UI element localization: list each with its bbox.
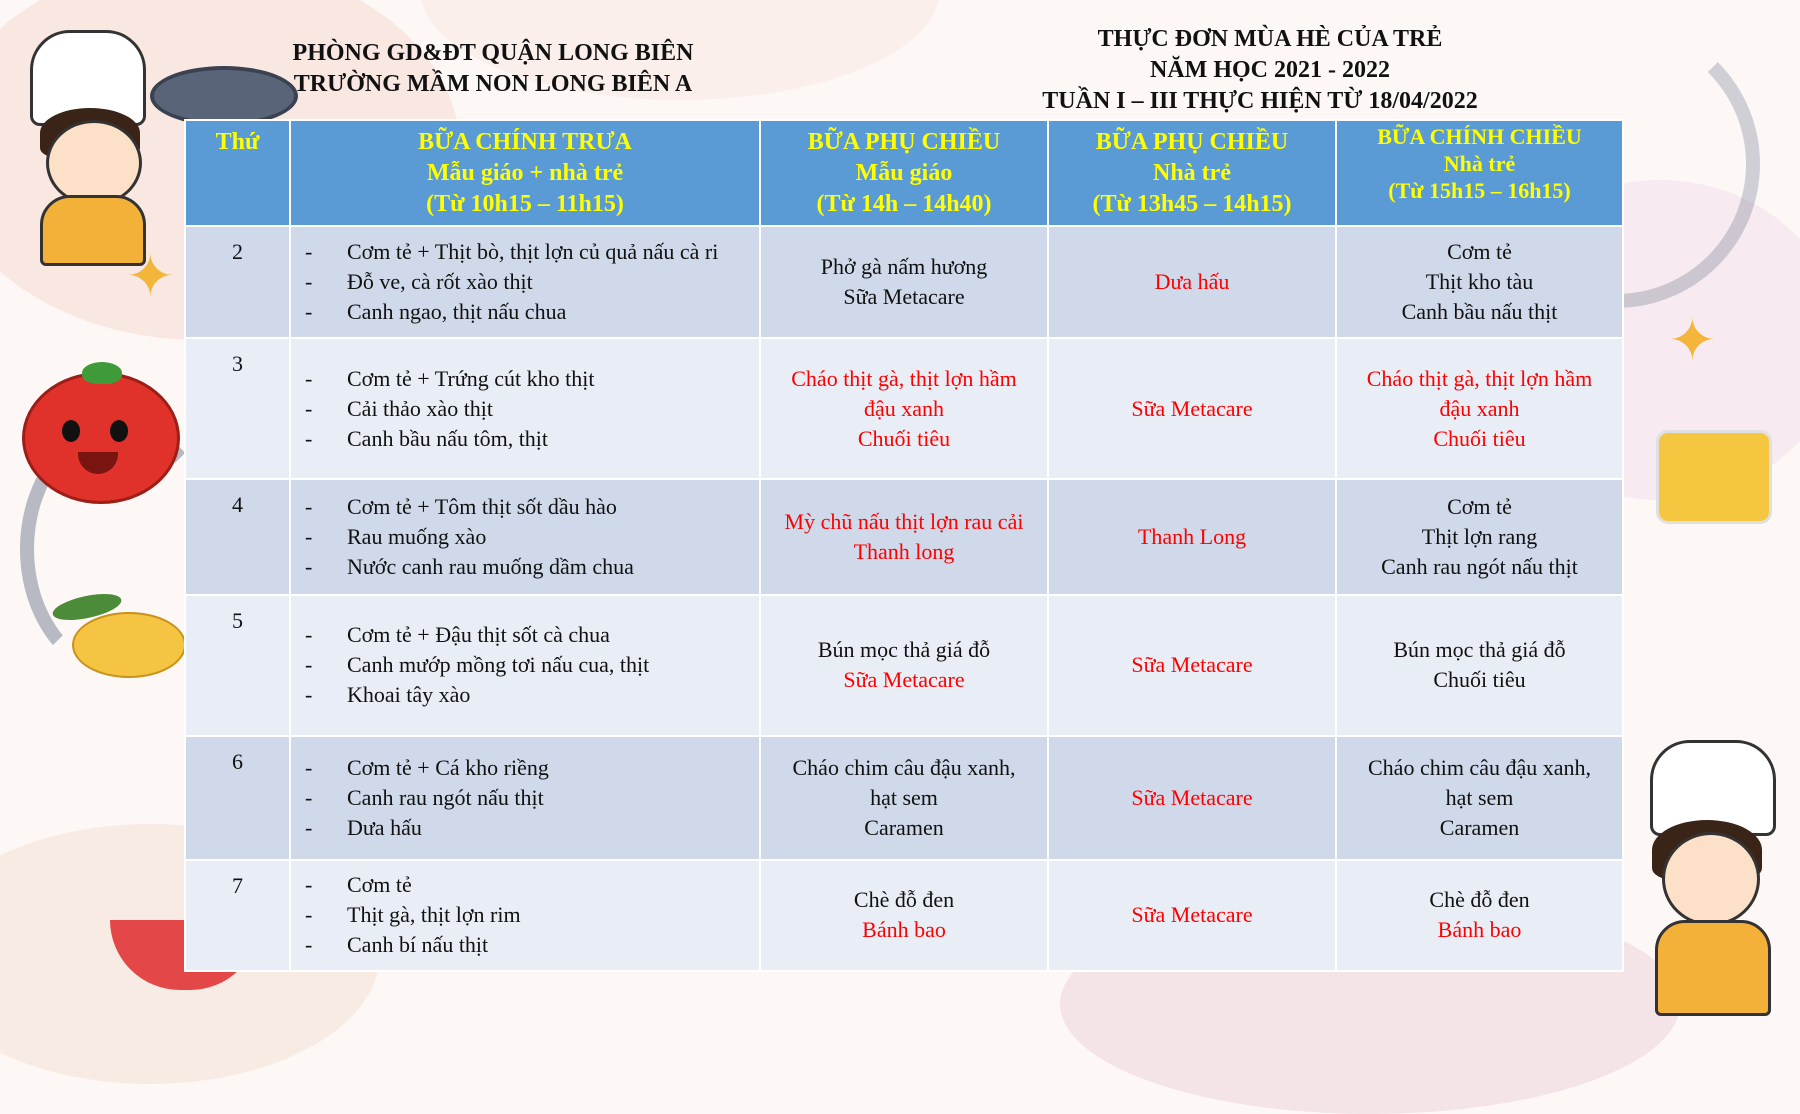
dish-text: Khoai tây xào: [347, 682, 471, 708]
bullet-dash: -: [305, 814, 313, 840]
table-row: [185, 226, 1623, 338]
column-header-dinner-nursery: [1336, 120, 1623, 226]
day-cell: 2: [185, 226, 290, 338]
snack-nursery-cell: [1048, 479, 1336, 594]
column-subtitle: Nhà trẻ: [1153, 160, 1231, 186]
menu-line: Sữa Metacare: [1131, 652, 1253, 678]
lunch-cell: [290, 736, 760, 860]
school-year: NĂM HỌC 2021 - 2022: [1150, 57, 1390, 83]
dish-text: Rau muống xào: [347, 523, 487, 549]
menu-line: Bún mọc thả giá đỗ: [1393, 637, 1566, 663]
dish-text: Canh rau ngót nấu thịt: [347, 784, 544, 810]
dish-text: Dưa hấu: [347, 814, 422, 840]
table-row: [185, 479, 1623, 594]
menu-line: Bún mọc thả giá đỗ: [817, 637, 991, 663]
menu-header: [990, 24, 1550, 117]
table-header-row: [185, 120, 1623, 226]
snack-kindergarten-cell: [760, 479, 1048, 594]
menu-line: Thanh long: [853, 538, 955, 564]
bullet-dash: -: [305, 682, 313, 708]
department-name: PHÒNG GD&ĐT QUẬN LONG BIÊN: [292, 40, 694, 66]
menu-line: Cháo chim câu đậu xanh,: [1368, 754, 1591, 780]
bullet-dash: -: [305, 902, 313, 928]
menu-line: Chuối tiêu: [857, 425, 951, 451]
dish-text: Cơm tẻ + Tôm thịt sốt dầu hào: [347, 493, 617, 519]
snack-kindergarten-cell: [760, 595, 1048, 736]
snack-nursery-cell: [1048, 860, 1336, 971]
menu-line: Sữa Metacare: [843, 284, 965, 310]
column-title: BỮA PHỤ CHIỀU: [1095, 129, 1289, 155]
bullet-dash: -: [305, 299, 313, 325]
snack-nursery-cell: [1048, 736, 1336, 860]
bullet-dash: -: [305, 395, 313, 421]
column-title: Thứ: [215, 129, 260, 155]
bullet-dash: -: [305, 493, 313, 519]
dinner-nursery-cell: [1336, 479, 1623, 594]
dish-text: Thịt gà, thịt lợn rim: [347, 902, 521, 928]
menu-line: Sữa Metacare: [843, 667, 965, 693]
menu-line: hạt sem: [1445, 784, 1514, 810]
menu-line: Cơm tẻ: [1447, 493, 1512, 519]
column-header-day: [185, 120, 290, 226]
table-row: [185, 860, 1623, 971]
lunch-cell: [290, 595, 760, 736]
column-time: (Từ 14h – 14h40): [816, 191, 992, 217]
column-time: (Từ 15h15 – 16h15): [1388, 178, 1571, 203]
day-cell: 3: [185, 338, 290, 479]
menu-line: Chè đỗ đen: [1429, 887, 1530, 913]
dish-text: Cơm tẻ: [347, 872, 412, 898]
lunch-cell: [290, 860, 760, 971]
menu-line: Cháo chim câu đậu xanh,: [792, 754, 1016, 780]
bullet-dash: -: [305, 365, 313, 391]
dish-item: [305, 492, 753, 522]
lunch-cell: [290, 338, 760, 479]
dish-text: Canh bí nấu thịt: [347, 932, 489, 958]
bullet-dash: -: [305, 622, 313, 648]
day-cell: 4: [185, 479, 290, 594]
bullet-dash: -: [305, 269, 313, 295]
dinner-nursery-cell: [1336, 226, 1623, 338]
dish-text: Canh bầu nấu tôm, thịt: [347, 425, 549, 451]
column-header-snack-kindergarten: [760, 120, 1048, 226]
dish-item: [305, 870, 753, 900]
lunch-cell: [290, 479, 760, 594]
dish-text: Đỗ ve, cà rốt xào thịt: [347, 269, 533, 295]
table-row: [185, 338, 1623, 479]
star-icon: ✦: [1668, 308, 1717, 373]
menu-line: đậu xanh: [863, 395, 945, 421]
school-header: [258, 38, 728, 100]
tomato-eye-icon: [62, 420, 80, 442]
menu-line: Chuối tiêu: [1433, 667, 1526, 693]
snack-kindergarten-cell: [760, 226, 1048, 338]
menu-line: Bánh bao: [1437, 917, 1522, 943]
menu-line: Sữa Metacare: [1131, 395, 1253, 421]
dish-item: [305, 552, 753, 582]
bullet-dash: -: [305, 932, 313, 958]
dinner-nursery-cell: [1336, 736, 1623, 860]
lunch-cell: [290, 226, 760, 338]
dish-text: Cải thảo xào thịt: [347, 395, 494, 421]
dish-item: [305, 267, 753, 297]
dish-text: Cơm tẻ + Cá kho riềng: [347, 754, 549, 780]
dish-item: [305, 900, 753, 930]
menu-line: Cơm tẻ: [1447, 239, 1512, 265]
column-subtitle: Mẫu giáo + nhà trẻ: [426, 160, 624, 186]
tomato-eye-icon: [110, 420, 128, 442]
menu-line: Canh bầu nấu thịt: [1401, 299, 1558, 325]
school-name: TRƯỜNG MẦM NON LONG BIÊN A: [293, 71, 693, 97]
menu-line: Cháo thịt gà, thịt lợn hầm: [1366, 365, 1593, 391]
dish-item: [305, 297, 753, 327]
menu-line: Sữa Metacare: [1131, 902, 1253, 928]
menu-line: Thịt lợn rang: [1421, 523, 1538, 549]
star-icon: ✦: [126, 244, 175, 309]
dish-text: Cơm tẻ + Trứng cút kho thịt: [347, 365, 595, 391]
dish-text: Cơm tẻ + Đậu thịt sốt cà chua: [347, 622, 610, 648]
dish-item: [305, 930, 753, 960]
snack-kindergarten-cell: [760, 736, 1048, 860]
column-header-lunch: [290, 120, 760, 226]
snack-nursery-cell: [1048, 338, 1336, 479]
dish-item: [305, 620, 753, 650]
menu-line: Thanh Long: [1137, 523, 1247, 549]
dinner-nursery-cell: [1336, 860, 1623, 971]
snack-kindergarten-cell: [760, 338, 1048, 479]
menu-line: Thịt kho tàu: [1425, 269, 1534, 295]
bullet-dash: -: [305, 553, 313, 579]
day-cell: 7: [185, 860, 290, 971]
dish-text: Nước canh rau muống dầm chua: [347, 553, 634, 579]
table-row: [185, 595, 1623, 736]
chef-girl-icon: [0, 0, 180, 270]
dish-item: [305, 424, 753, 454]
juice-glass-icon: [1656, 430, 1772, 524]
menu-line: Caramen: [864, 814, 944, 840]
dish-text: Canh ngao, thịt nấu chua: [347, 299, 567, 325]
bullet-dash: -: [305, 239, 313, 265]
day-cell: 5: [185, 595, 290, 736]
column-time: (Từ 10h15 – 11h15): [426, 191, 624, 217]
menu-line: Mỳ chũ nấu thịt lợn rau cải: [784, 508, 1024, 534]
menu-line: Bánh bao: [862, 917, 946, 943]
menu-line: Phở gà nấm hương: [820, 254, 988, 280]
day-cell: 6: [185, 736, 290, 860]
bullet-dash: -: [305, 784, 313, 810]
column-time: (Từ 13h45 – 14h15): [1092, 191, 1292, 217]
menu-line: Sữa Metacare: [1131, 784, 1253, 810]
menu-title: THỰC ĐƠN MÙA HÈ CỦA TRẺ: [1097, 26, 1443, 52]
dish-item: [305, 364, 753, 394]
column-title: BỮA CHÍNH TRƯA: [418, 129, 632, 155]
dish-item: [305, 394, 753, 424]
menu-line: Cháo thịt gà, thịt lợn hầm: [791, 365, 1017, 391]
menu-table-body: [185, 226, 1623, 971]
dish-item: [305, 753, 753, 783]
week-range: TUẦN I – III THỰC HIỆN TỪ 18/04/2022: [1042, 88, 1478, 114]
dish-text: Canh mướp mồng tơi nấu cua, thịt: [347, 652, 650, 678]
bullet-dash: -: [305, 652, 313, 678]
dish-item: [305, 522, 753, 552]
column-subtitle: Mẫu giáo: [855, 160, 953, 186]
dish-item: [305, 680, 753, 710]
menu-line: Dưa hấu: [1154, 269, 1230, 295]
chef-girl-whisk-icon: [1630, 740, 1800, 1020]
menu-line: đậu xanh: [1439, 395, 1520, 421]
menu-table: [184, 119, 1624, 972]
tomato-icon: [22, 372, 180, 504]
dish-item: [305, 783, 753, 813]
dish-item: [305, 237, 753, 267]
dinner-nursery-cell: [1336, 595, 1623, 736]
pineapple-icon: [72, 612, 186, 678]
bullet-dash: -: [305, 523, 313, 549]
menu-line: Canh rau ngót nấu thịt: [1381, 553, 1578, 579]
bullet-dash: -: [305, 872, 313, 898]
menu-line: Chuối tiêu: [1433, 425, 1526, 451]
snack-nursery-cell: [1048, 595, 1336, 736]
column-title: BỮA PHỤ CHIỀU: [807, 129, 1001, 155]
menu-line: hạt sem: [870, 784, 938, 810]
column-title: BỮA CHÍNH CHIỀU: [1377, 124, 1582, 149]
dish-item: [305, 650, 753, 680]
table-row: [185, 736, 1623, 860]
menu-line: Chè đỗ đen: [853, 887, 955, 913]
snack-nursery-cell: [1048, 226, 1336, 338]
bullet-dash: -: [305, 425, 313, 451]
bullet-dash: -: [305, 754, 313, 780]
dish-item: [305, 813, 753, 843]
column-subtitle: Nhà trẻ: [1443, 151, 1516, 176]
tomato-leaf-icon: [82, 362, 122, 384]
menu-line: Caramen: [1439, 814, 1520, 840]
column-header-snack-nursery: [1048, 120, 1336, 226]
dinner-nursery-cell: [1336, 338, 1623, 479]
snack-kindergarten-cell: [760, 860, 1048, 971]
dish-text: Cơm tẻ + Thịt bò, thịt lợn củ quả nấu cà ri: [347, 239, 719, 265]
